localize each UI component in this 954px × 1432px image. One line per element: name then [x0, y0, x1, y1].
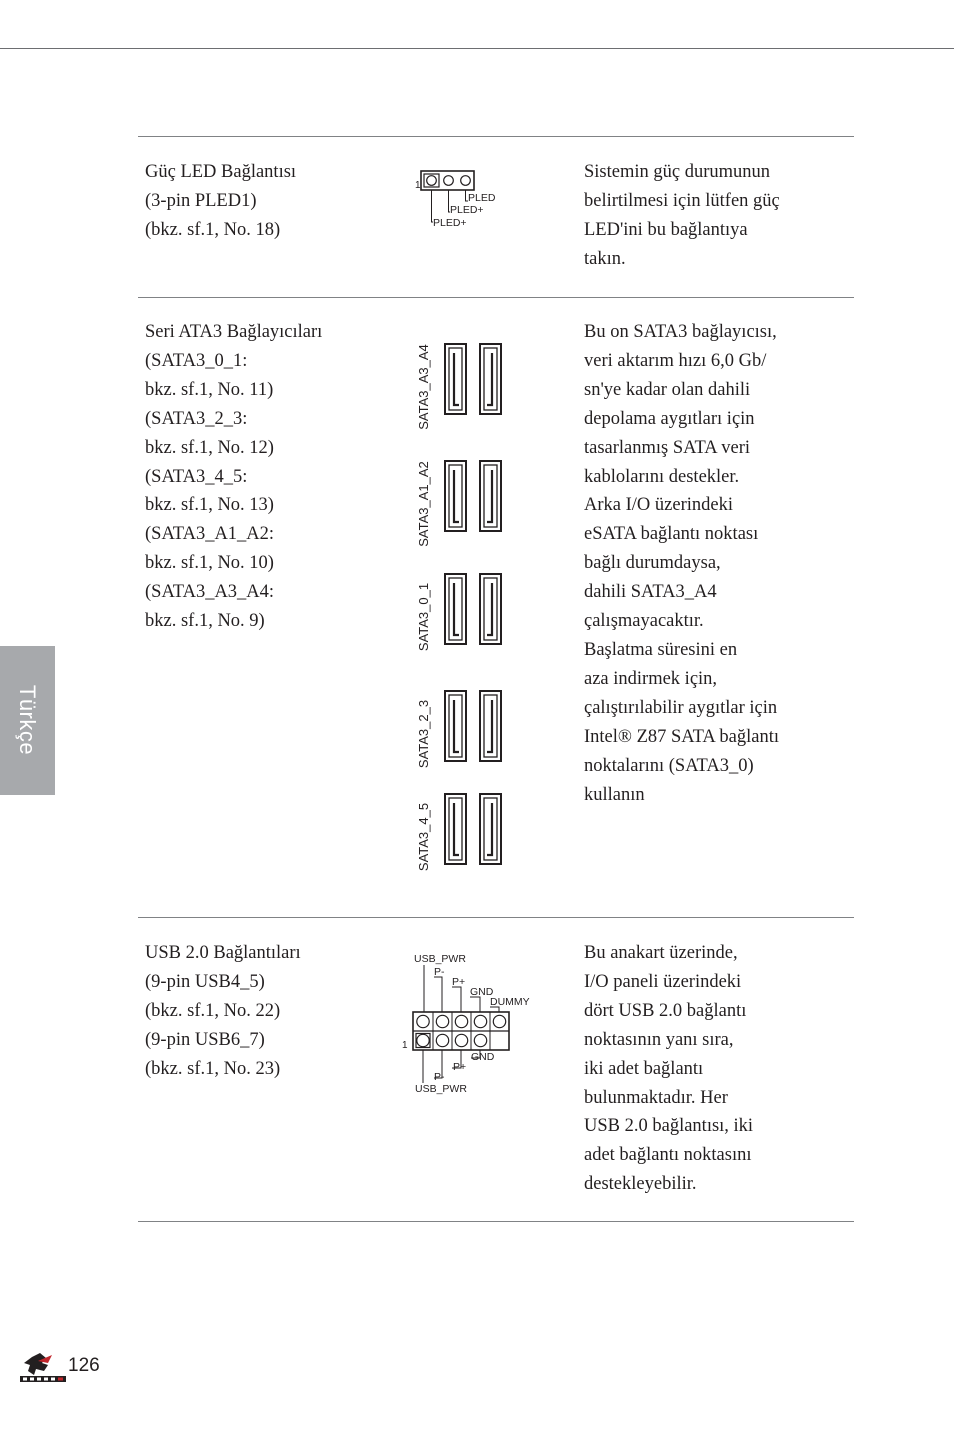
sata-port-label: SATA3_A1_A2 [416, 461, 431, 547]
text-line: (SATA3_A3_A4: [145, 582, 275, 603]
text-line: I/O paneli üzerindeki [584, 971, 742, 992]
text-line: kullanın [584, 784, 645, 805]
text-line: noktalarını (SATA3_0) [584, 755, 754, 776]
power-led-description [584, 158, 844, 274]
p-minus-label: P- [434, 966, 445, 978]
pled-label: PLED [468, 192, 496, 204]
text-line: belirtilmesi için lütfen güç [584, 190, 780, 211]
dummy-label: DUMMY [490, 996, 530, 1008]
sata-port-pair [416, 691, 501, 768]
text-line: destekleyebilir. [584, 1174, 697, 1195]
section-divider [138, 1221, 854, 1222]
sata-connectors-diagram [408, 330, 518, 880]
sata-port-label: SATA3_4_5 [416, 802, 431, 872]
power-led-title-block [145, 158, 395, 245]
text-line: (9-pin USB6_7) [145, 1029, 265, 1050]
language-tab [0, 646, 55, 795]
section-divider [138, 297, 854, 298]
sata-port [445, 794, 466, 864]
text-line: bkz. sf.1, No. 13) [145, 495, 274, 516]
usb-pwr-label: USB_PWR [415, 1083, 467, 1095]
text-line: bkz. sf.1, No. 12) [145, 437, 274, 458]
text-line: Sistemin güç durumunun [584, 162, 771, 182]
text-line: (SATA3_A1_A2: [145, 524, 275, 545]
pled-plus-label: PLED+ [450, 204, 484, 216]
top-rule [0, 48, 954, 49]
sata-port-pair [416, 344, 501, 430]
pin-one-label: 1 [415, 180, 421, 191]
sata-port [445, 691, 466, 761]
usb-description [584, 939, 844, 1199]
sata-port-label: SATA3_2_3 [416, 699, 431, 769]
text-line: Seri ATA3 Bağlayıcıları [145, 322, 323, 342]
text-line: sn'ye kadar olan dahili [584, 379, 751, 400]
text-line: Bu on SATA3 bağlayıcısı, [584, 322, 777, 342]
sata-port [445, 344, 466, 414]
text-line: veri aktarım hızı 6,0 Gb/ [584, 350, 767, 371]
text-line: noktasının yanı sıra, [584, 1029, 734, 1050]
sata-port [445, 574, 466, 644]
sata-title-block [145, 318, 395, 636]
text-line: Intel® Z87 SATA bağlantı [584, 726, 779, 747]
text-line: Arka I/O üzerindeki [584, 495, 733, 516]
sata-port [480, 794, 501, 864]
sata-port-label: SATA3_0_1 [416, 582, 431, 652]
text-line: çalışmayacaktır. [584, 611, 704, 632]
text-line: Başlatma süresini en [584, 639, 738, 660]
text-line: bulunmaktadır. Her [584, 1087, 728, 1108]
usb-pwr-label: USB_PWR [414, 953, 466, 965]
text-line: adet bağlantı noktasını [584, 1145, 752, 1166]
sata-port-pair [416, 574, 501, 651]
text-line: kablolarını destekler. [584, 466, 740, 487]
sata-port [480, 461, 501, 531]
text-line: tasarlanmış SATA veri [584, 437, 751, 458]
sata-description [584, 318, 844, 809]
text-line: (bkz. sf.1, No. 18) [145, 219, 281, 240]
gnd-label: GND [470, 986, 494, 998]
p-plus-label: P+ [452, 976, 466, 988]
p-plus-label: P+ [453, 1061, 467, 1073]
text-line: USB 2.0 Bağlantıları [145, 943, 301, 963]
text-line: bağlı durumdaysa, [584, 553, 721, 574]
sata-port [480, 691, 501, 761]
usb-title-block [145, 939, 395, 1084]
text-line: Güç LED Bağlantısı [145, 162, 297, 182]
text-line: (9-pin USB4_5) [145, 971, 265, 992]
text-line: Bu anakart üzerinde, [584, 943, 738, 963]
text-line: takın. [584, 248, 626, 269]
text-line: (bkz. sf.1, No. 23) [145, 1058, 281, 1079]
sata-port-pair [416, 794, 501, 871]
sata-port [445, 461, 466, 531]
text-line: (SATA3_0_1: [145, 350, 248, 371]
text-line: bkz. sf.1, No. 9) [145, 611, 265, 632]
text-line: depolama aygıtları için [584, 408, 755, 429]
text-line: eSATA bağlantı noktası [584, 524, 759, 545]
text-line: dört USB 2.0 bağlantı [584, 1000, 747, 1021]
text-line: çalıştırılabilir aygıtlar için [584, 697, 778, 718]
text-line: (3-pin PLED1) [145, 190, 257, 211]
text-line: (SATA3_2_3: [145, 408, 248, 429]
asrock-logo [18, 1349, 68, 1389]
pin-one-label: 1 [402, 1040, 408, 1051]
text-line: bkz. sf.1, No. 10) [145, 553, 274, 574]
text-line: (SATA3_4_5: [145, 466, 248, 487]
text-line: bkz. sf.1, No. 11) [145, 379, 274, 400]
p-minus-label: P- [434, 1071, 445, 1083]
sata-port-pair [416, 461, 501, 547]
text-line: iki adet bağlantı [584, 1058, 704, 1079]
language-tab-label: Türkçe [15, 684, 40, 756]
pled-plus-label: PLED+ [433, 217, 467, 229]
sata-port-label: SATA3_A3_A4 [416, 344, 431, 430]
text-line: LED'ini bu bağlantıya [584, 219, 748, 240]
pled-connector-diagram [410, 166, 510, 230]
section-divider [138, 917, 854, 918]
text-line: aza indirmek için, [584, 668, 718, 689]
gnd-label: GND [471, 1051, 495, 1063]
sata-port [480, 574, 501, 644]
usb-header-diagram [398, 948, 543, 1098]
page-number: 126 [68, 1355, 100, 1376]
text-line: USB 2.0 bağlantısı, iki [584, 1116, 754, 1137]
section-divider [138, 136, 854, 137]
text-line: (bkz. sf.1, No. 22) [145, 1000, 281, 1021]
text-line: dahili SATA3_A4 [584, 582, 717, 603]
sata-port [480, 344, 501, 414]
